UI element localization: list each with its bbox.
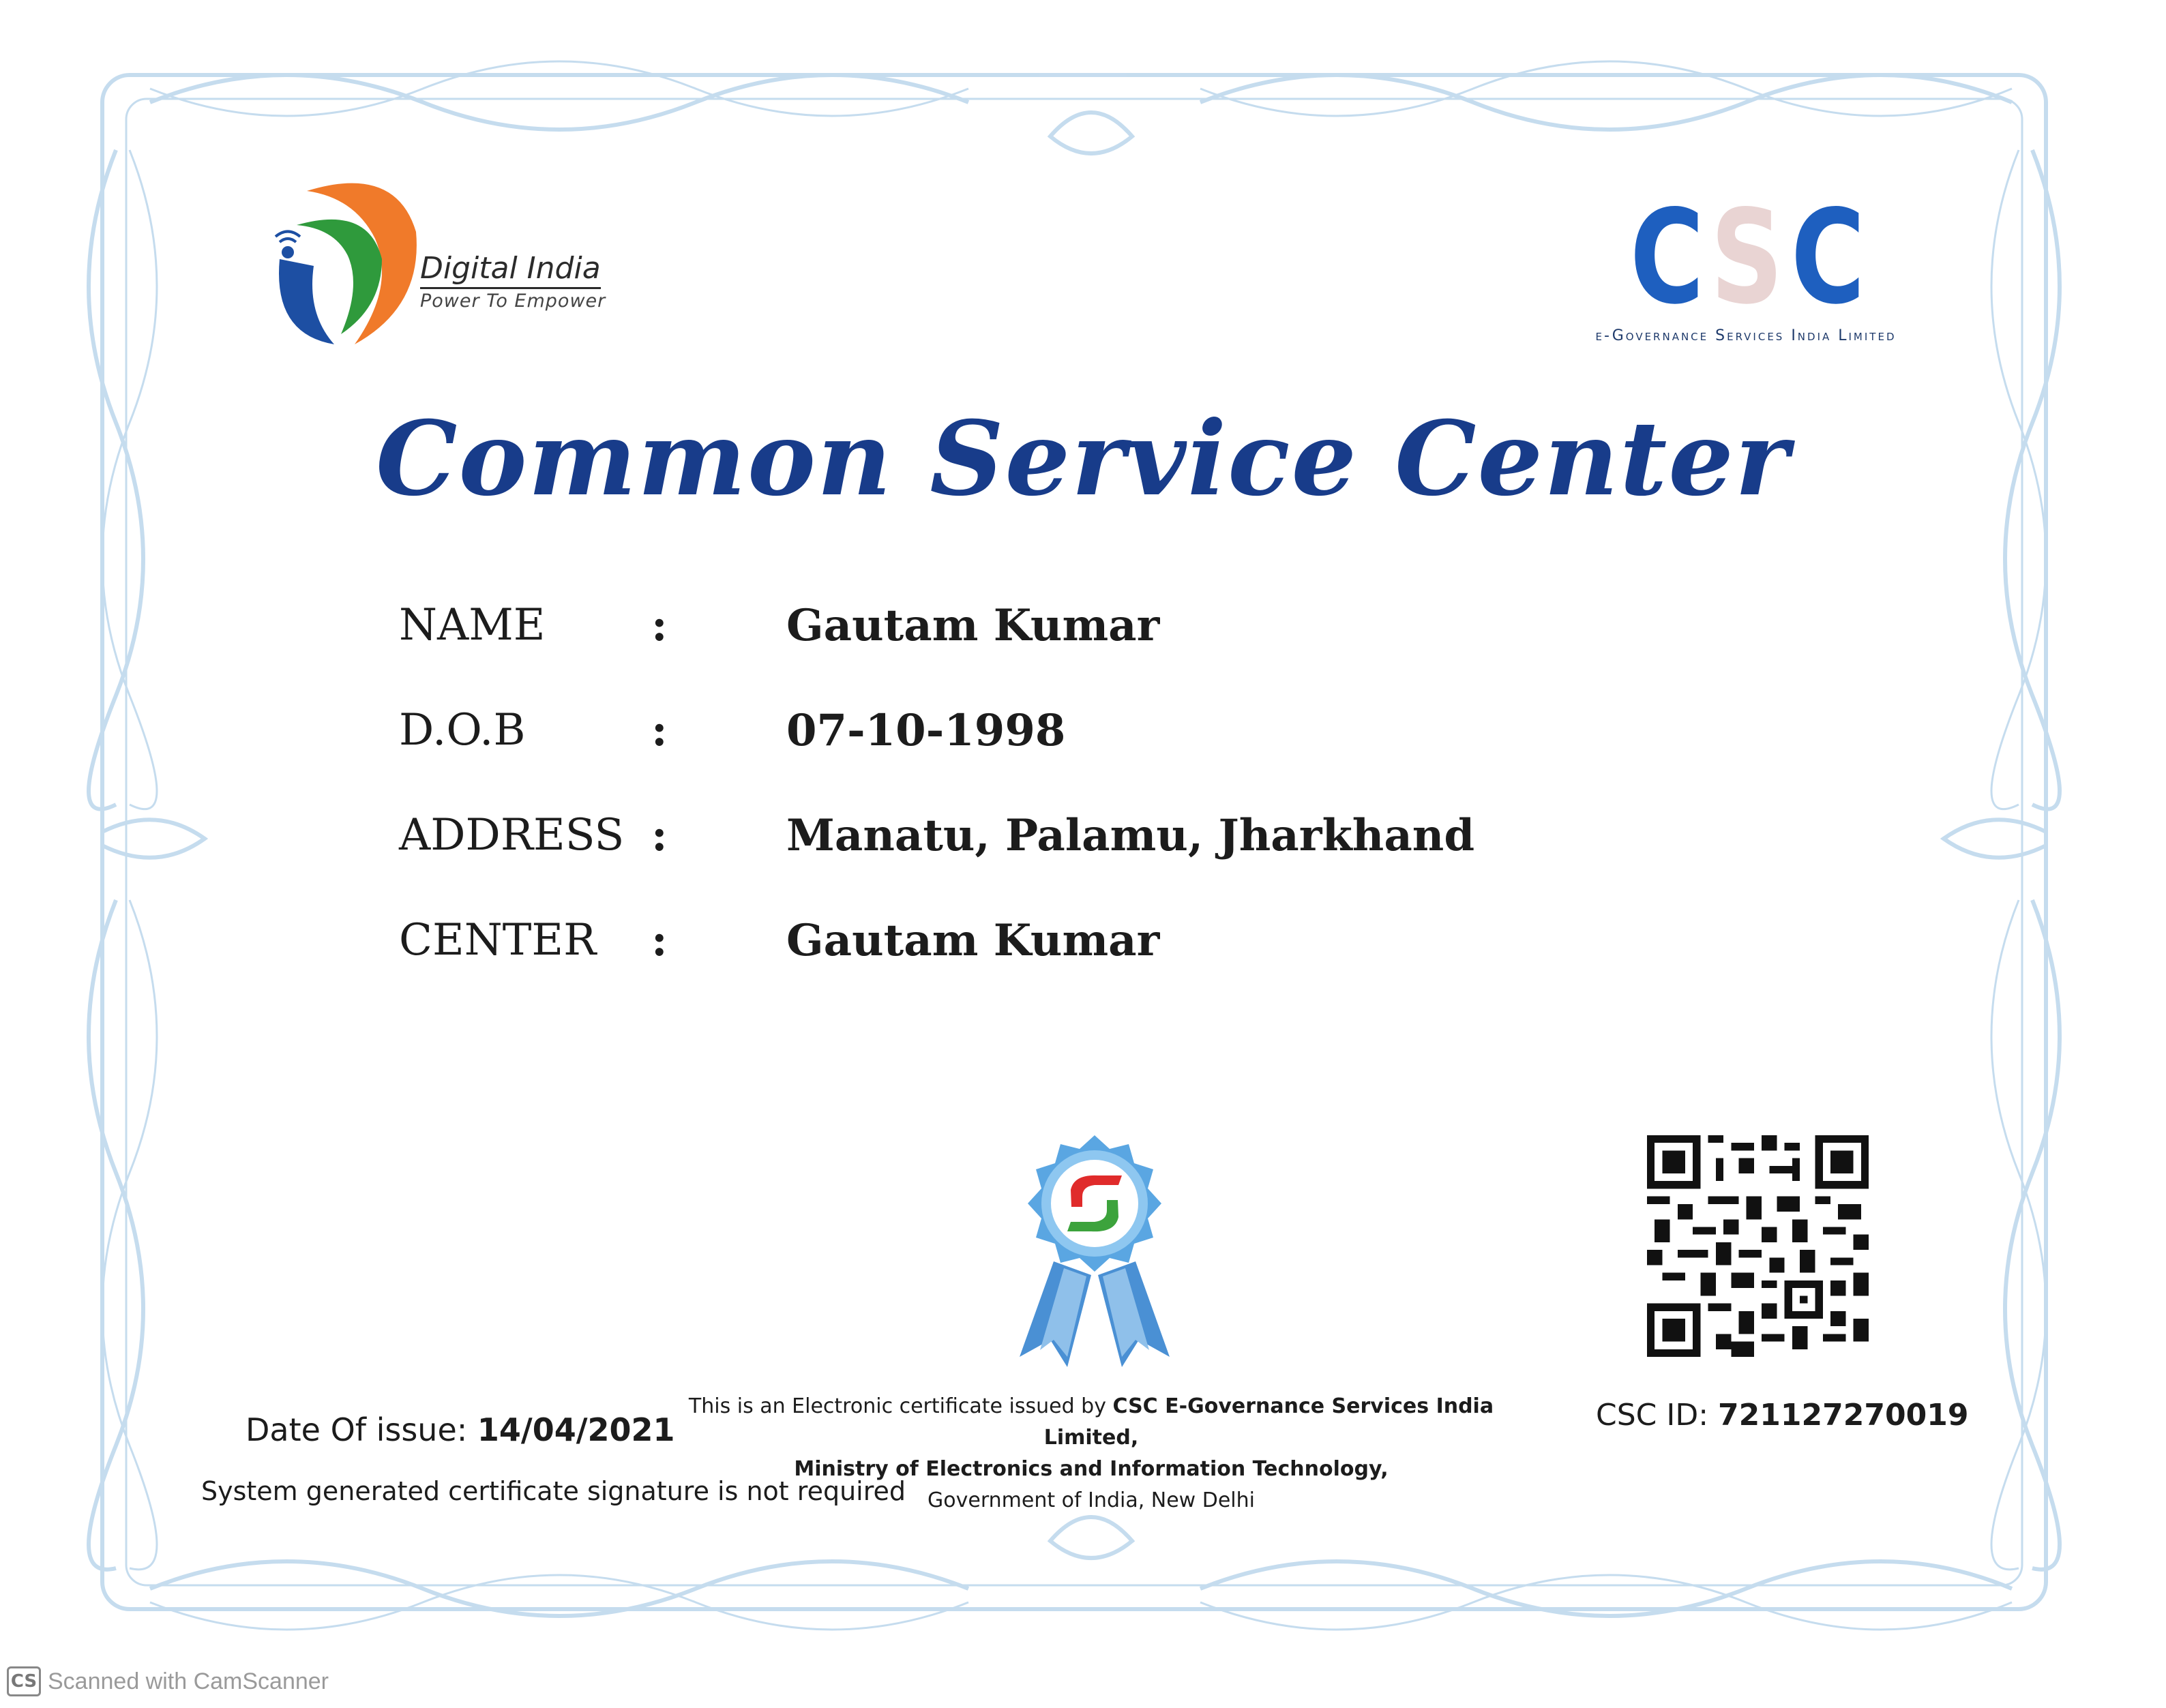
digital-india-tagline: Power To Empower [420, 290, 606, 312]
digital-india-emblem-icon [259, 170, 423, 355]
field-row-name [399, 600, 1763, 705]
csc-logo [1555, 182, 1937, 355]
field-row-address [399, 810, 1763, 915]
electronic-note-prefix: This is an Electronic certificate issued by [688, 1394, 1106, 1418]
camscanner-watermark [7, 1664, 329, 1699]
field-label: CENTER [399, 915, 597, 965]
date-of-issue-value: 14/04/2021 [477, 1411, 675, 1448]
field-label: NAME [399, 600, 546, 650]
csc-letter-s: S [1710, 182, 1783, 333]
csc-id-value: 721127270019 [1718, 1398, 1969, 1433]
system-generated-note: System generated certificate signature is not required [201, 1476, 906, 1506]
electronic-note-line-1 [655, 1391, 1528, 1454]
electronic-note-line-3: Government of India, New Delhi [928, 1488, 1255, 1512]
csc-letter-c1: C [1630, 182, 1704, 333]
date-of-issue-label: Date Of issue: [246, 1411, 468, 1448]
certificate-heading: Common Service Center [376, 399, 1790, 519]
qr-code-icon [1647, 1135, 1869, 1357]
electronic-note-org: CSC E-Governance Services India Limited, [1043, 1394, 1494, 1450]
digital-india-title: Digital India [420, 251, 601, 289]
camscanner-icon: CS [7, 1666, 41, 1696]
field-value-name: Gautam Kumar [786, 600, 1160, 651]
field-row-center [399, 915, 1763, 1020]
electronic-note-line-2: Ministry of Electronics and Information Technology, [794, 1457, 1389, 1481]
electronic-certificate-note [655, 1391, 1528, 1516]
csc-subtitle: e-Governance Services India Limited [1595, 327, 1897, 344]
camscanner-text: Scanned with CamScanner [48, 1668, 329, 1694]
digital-india-logo [259, 170, 614, 361]
certificate-fields [399, 600, 1763, 1020]
csc-letter-c2: C [1791, 182, 1865, 333]
field-label: ADDRESS [399, 810, 625, 860]
csc-letters [1630, 182, 1865, 333]
field-value-center: Gautam Kumar [786, 915, 1160, 966]
field-value-address: Manatu, Palamu, Jharkhand [786, 810, 1475, 861]
rosette-badge-icon [1006, 1132, 1183, 1370]
field-row-dob [399, 705, 1763, 810]
field-colon: : [651, 810, 668, 861]
field-colon: : [651, 915, 668, 966]
csc-id-label: CSC ID: [1596, 1398, 1709, 1433]
field-colon: : [651, 600, 668, 651]
csc-id [1596, 1398, 1968, 1433]
field-value-dob: 07-10-1998 [786, 705, 1066, 756]
field-colon: : [651, 705, 668, 756]
date-of-issue [246, 1411, 675, 1448]
field-label: D.O.B [399, 705, 526, 755]
